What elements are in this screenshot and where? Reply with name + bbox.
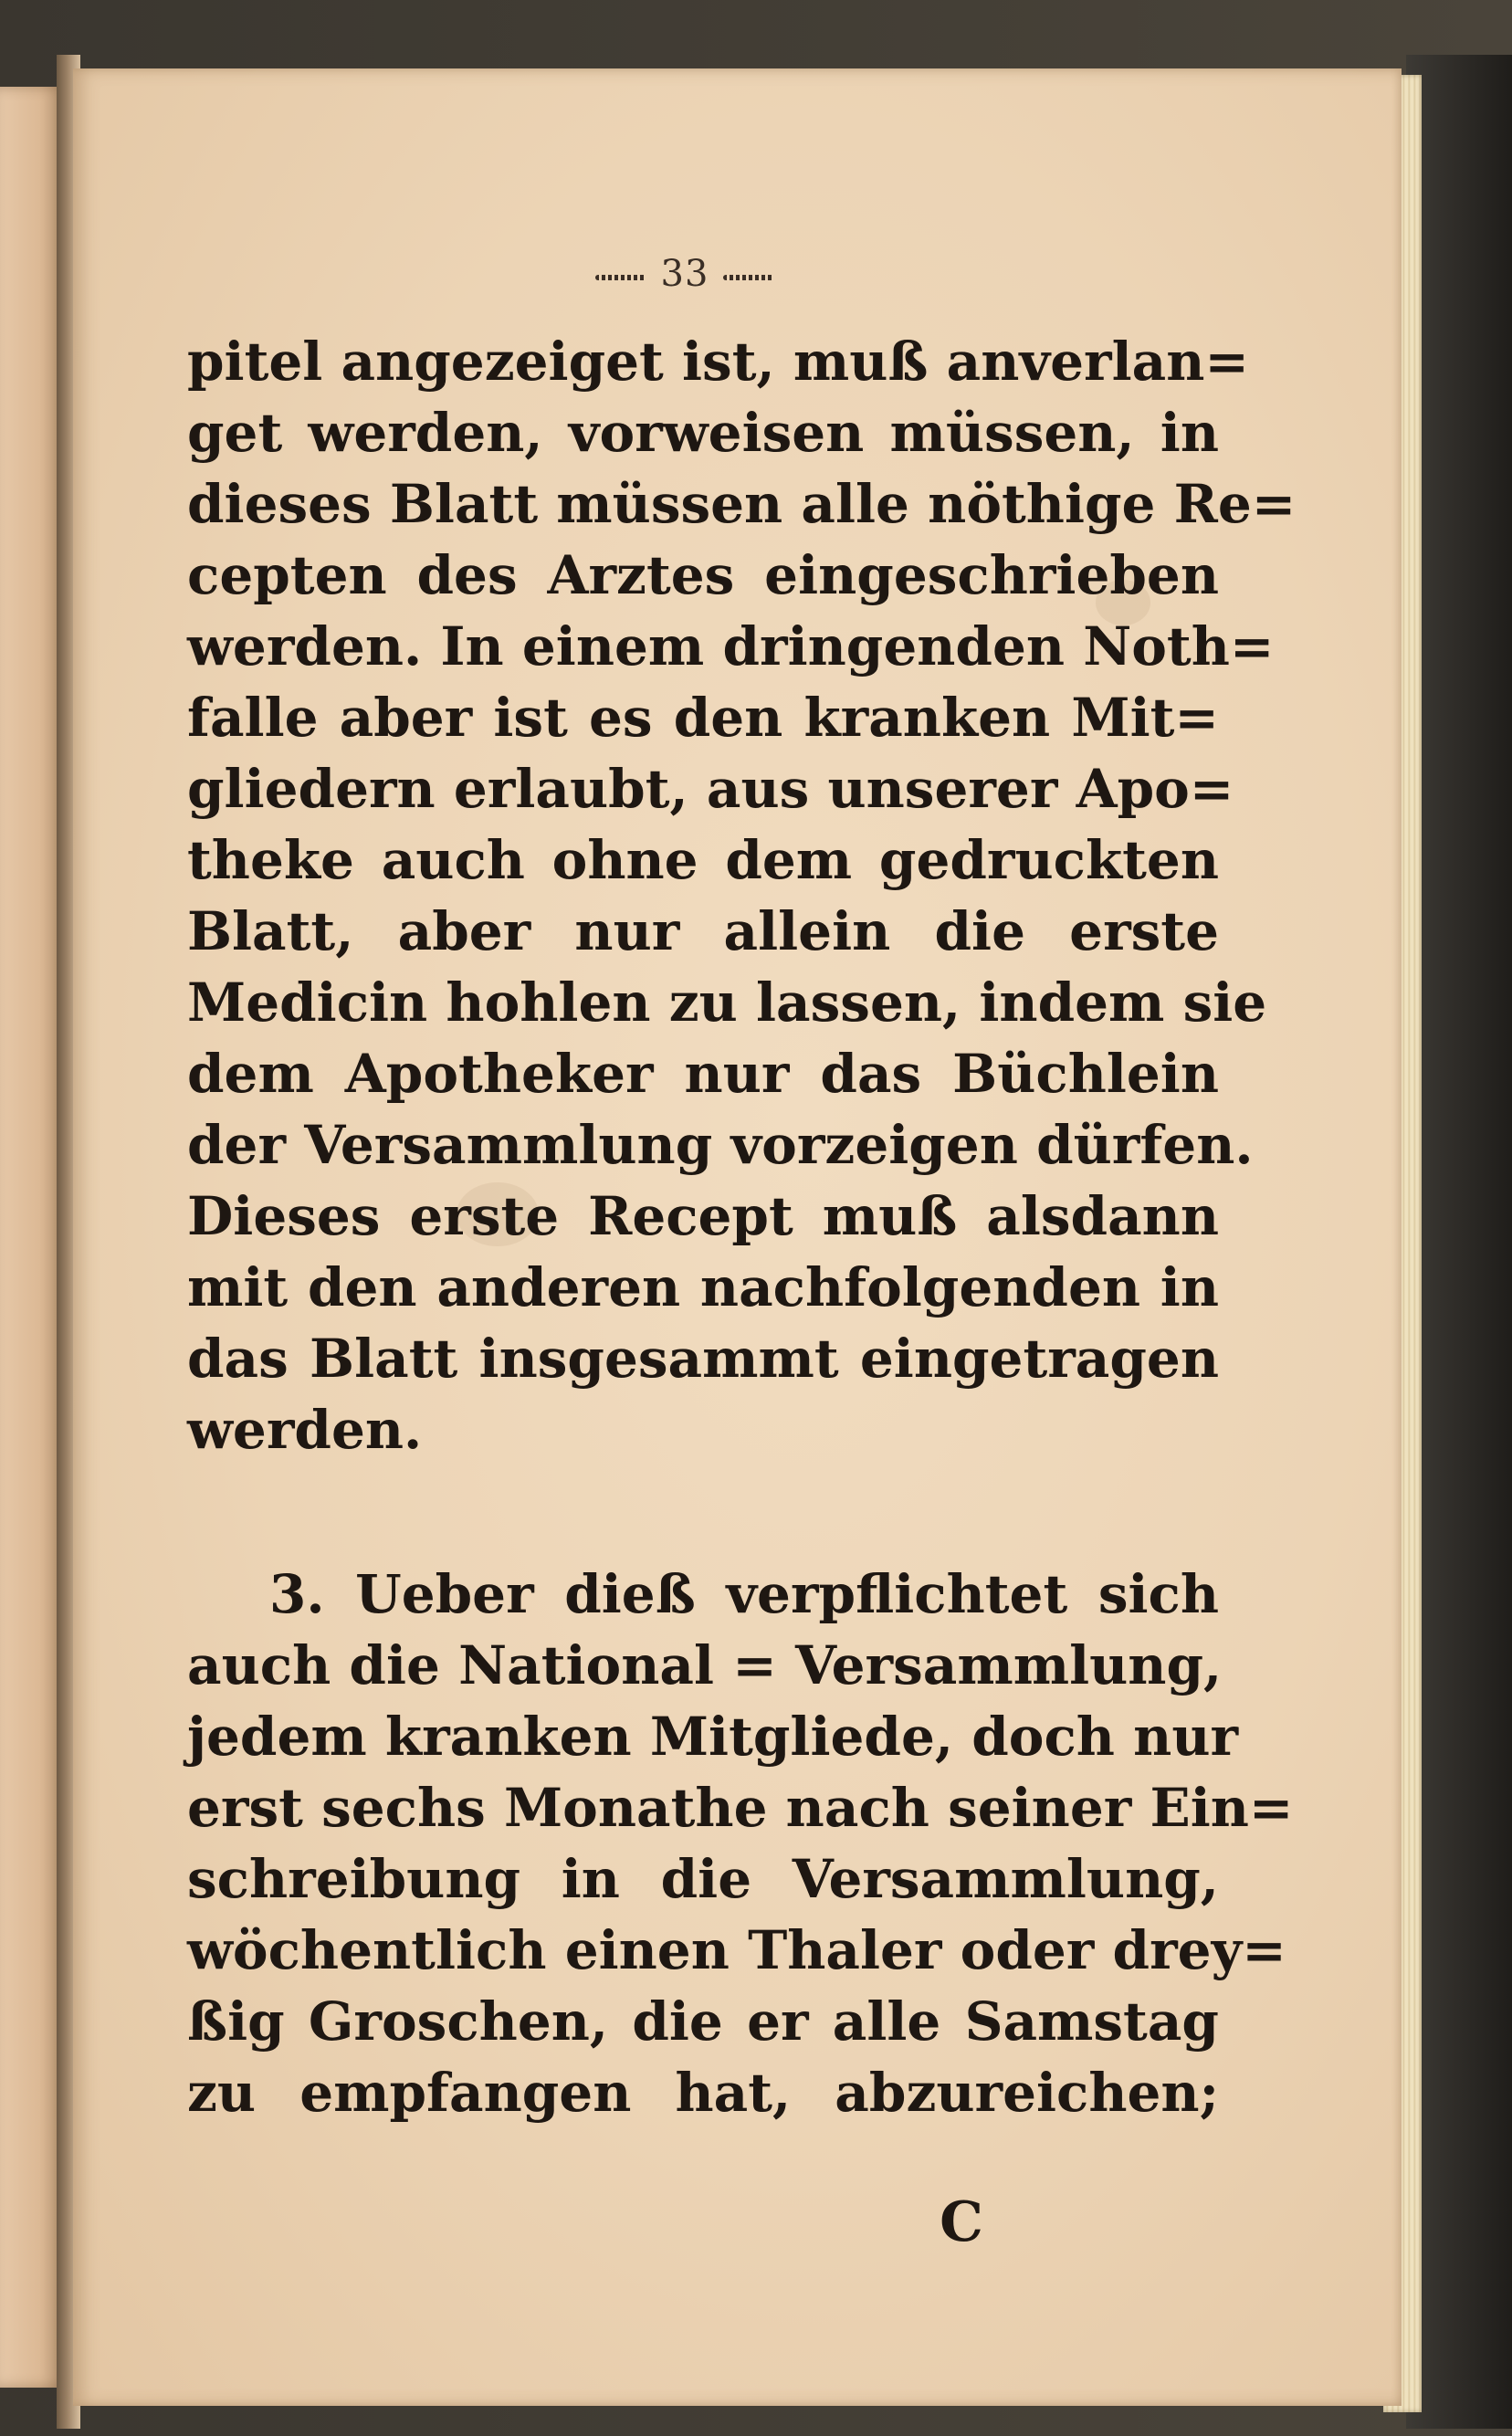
signature-mark: C: [940, 2190, 983, 2254]
running-head: [575, 247, 794, 301]
ornament-right: [723, 275, 774, 280]
paragraph-line: erst sechs Monathe nach seiner Ein=: [187, 1777, 1294, 1839]
text-line: pitel angezeiget ist, muß anverlan=: [187, 331, 1249, 393]
paragraph-line: auch die National = Versammlung,: [187, 1634, 1223, 1696]
text-line: werden.: [187, 1399, 423, 1461]
paragraph-line: ßig Groschen, die er alle Samstag: [187, 1990, 1219, 2053]
paragraph-line: schreibung in die Versammlung,: [187, 1848, 1219, 1910]
text-line: cepten des Arztes eingeschrieben: [187, 544, 1219, 606]
text-line: get werden, vorweisen müssen, in: [187, 402, 1219, 464]
book-cover-edge: [1406, 55, 1512, 2429]
text-line: gliedern erlaubt, aus unserer Apo=: [187, 758, 1234, 820]
text-line: der Versammlung vorzeigen dürfen.: [187, 1114, 1254, 1176]
text-line: das Blatt insgesammt eingetragen: [187, 1328, 1219, 1390]
text-line: dieses Blatt müssen alle nöthige Re=: [187, 473, 1297, 535]
text-line: werden. In einem dringenden Noth=: [187, 615, 1275, 677]
text-line: falle aber ist es den kranken Mit=: [187, 687, 1219, 749]
ornament-left: [595, 275, 646, 280]
paragraph-line: zu empfangen hat, abzureichen;: [187, 2062, 1219, 2124]
paragraph-line: jedem kranken Mitgliede, doch nur: [187, 1706, 1239, 1768]
text-line: Blatt, aber nur allein die erste: [187, 900, 1219, 962]
text-line: Medicin hohlen zu lassen, indem sie: [187, 971, 1267, 1034]
text-line: theke auch ohne dem gedruckten: [187, 829, 1219, 891]
text-line: Dieses erste Recept muß alsdann: [187, 1185, 1219, 1247]
paragraph-line: wöchentlich einen Thaler oder drey=: [187, 1919, 1286, 1981]
page-number: 33: [660, 253, 709, 295]
text-line: mit den anderen nachfolgenden in: [187, 1256, 1219, 1318]
text-line: dem Apotheker nur das Büchlein: [187, 1043, 1219, 1105]
paragraph-line: 3. Ueber dieß verpflichtet sich: [269, 1563, 1219, 1625]
